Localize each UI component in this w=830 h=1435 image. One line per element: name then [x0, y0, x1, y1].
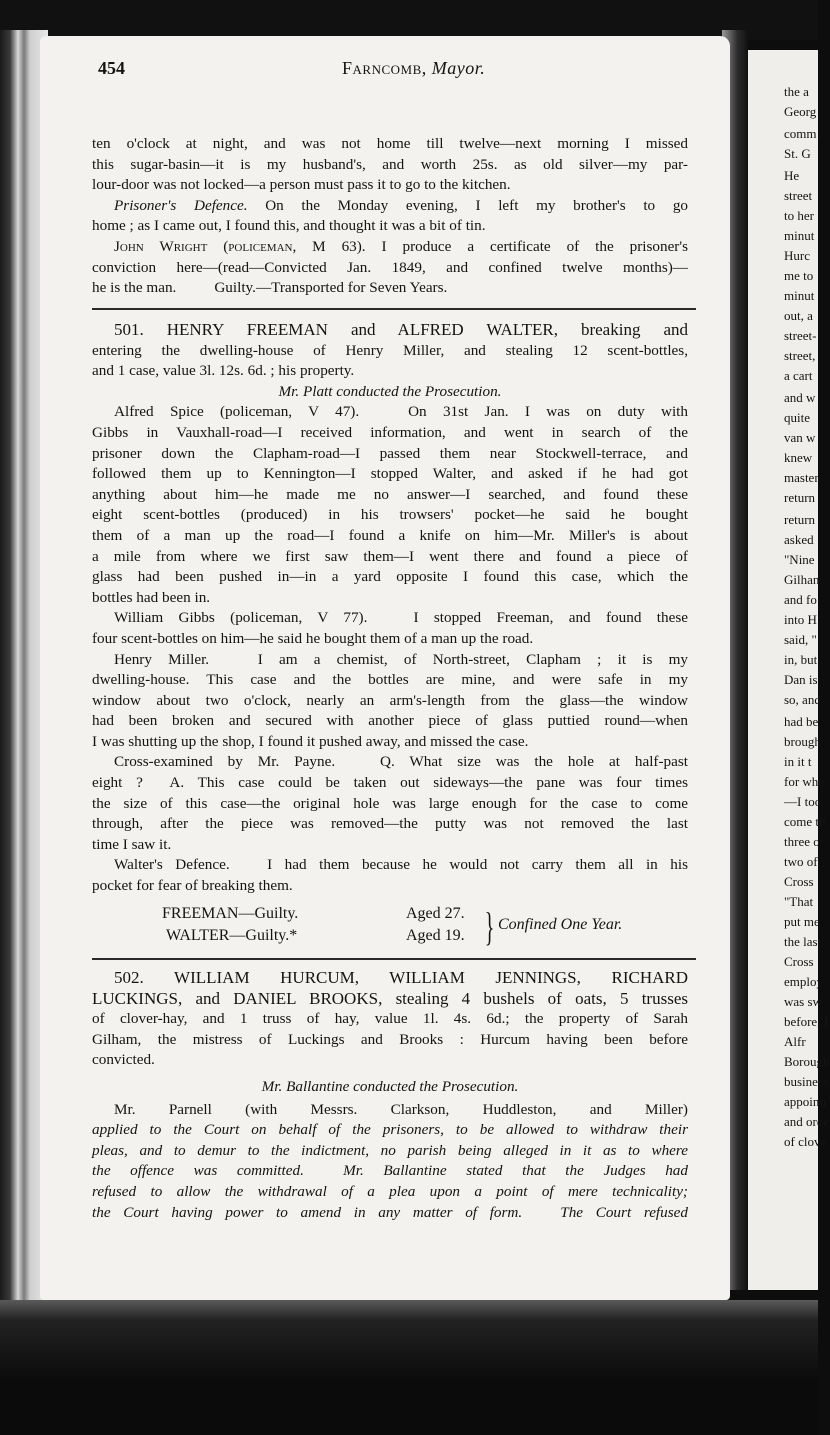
facing-page-fragment: comm: [784, 126, 817, 141]
case-heading-line: 502. WILLIAM HURCUM, WILLIAM JENNINGS, RICHARD: [114, 968, 688, 987]
sentence-penalty: Confined One Year.: [498, 916, 623, 933]
text-line: anything about him—he made me no answer—I searched, and found these: [92, 485, 688, 503]
text-line: Mr. Parnell (with Messrs. Clarkson, Huddleston, and Miller): [114, 1100, 688, 1118]
facing-page-fragment: quite: [784, 410, 810, 425]
facing-page-fragment: return: [784, 512, 816, 527]
text-line: the Court having power to amend in any matter of form. The Court refused: [92, 1203, 688, 1221]
facing-page-fragment: appointr: [784, 1094, 828, 1109]
text-line: glass had been pushed in—in a yard opposite I found this case, which the: [92, 568, 688, 586]
case-heading-line: of clover-hay, and 1 truss of hay, value 1l. 4s. 6d.; the property of Sarah: [92, 1010, 688, 1028]
text-line: through, after the piece was removed—the putty was not removed the last: [92, 815, 688, 833]
case-heading-line: 501. HENRY FREEMAN and ALFRED WALTER, breaking and: [114, 320, 688, 339]
facing-page-fragment: street,: [784, 348, 816, 363]
facing-page-fragment: minut: [784, 228, 815, 243]
facing-page-fragment: asked: [784, 532, 814, 547]
text-line: Prisoner's Defence. On the Monday evening, I left my brother's to go: [114, 196, 689, 214]
text-line: conviction here—(read—Convicted Jan. 1849, and confined twelve months)—: [92, 258, 688, 276]
prosecution-line: Mr. Ballantine conducted the Prosecution.: [261, 1077, 519, 1095]
facing-page-fragment: Hurc: [784, 248, 810, 263]
facing-page-fragment: me to: [784, 268, 814, 283]
facing-page-fragment: "Nine: [784, 552, 815, 567]
text-line: lour-door was not locked—a person must pass it to go to the kitchen.: [92, 176, 511, 194]
section-divider: [92, 308, 696, 310]
facing-page-fragment: brough: [784, 734, 821, 749]
text-line: Cross-examined by Mr. Payne. Q. What size was the hole at half-past: [114, 753, 688, 771]
text-line: window about two o'clock, nearly an arm's-length from the glass—the window: [92, 691, 688, 709]
facing-page-fragment: and fo: [784, 592, 817, 607]
defence-label: Prisoner's Defence.: [114, 196, 248, 214]
text-line: time I saw it.: [92, 835, 172, 853]
case-heading-line: Gilham, the mistress of Luckings and Brooks : Hurcum having been before: [92, 1030, 688, 1048]
continued-testimony: [92, 134, 688, 299]
facing-page-fragment: minut: [784, 288, 815, 303]
text-line: pleas, and to demur to the indictment, no parish being alleged in it as to where: [92, 1141, 688, 1159]
facing-page-fragment: "That: [784, 894, 814, 909]
case-502: [92, 968, 688, 1223]
text-line: eight scent-bottles (produced) in his trowsers' pocket—he said he bought: [92, 506, 688, 524]
text-line: followed them up to Kennington—I stopped Walter, and asked if he had got: [92, 465, 688, 483]
defendant-verdict: FREEMAN—Guilty.: [162, 905, 299, 922]
facing-page-fragment: the last: [784, 934, 822, 949]
facing-page-fragment: two of: [784, 854, 818, 869]
facing-page-fragment: Georg: [784, 104, 817, 119]
facing-page-fragment: to her: [784, 208, 814, 223]
witness-label: John Wright (policeman, M 63).: [114, 237, 366, 255]
prosecution-line: Mr. Platt conducted the Prosecution.: [278, 382, 502, 400]
facing-page-fragment: employ: [784, 974, 823, 989]
facing-page-fragment: Gilhan: [784, 572, 820, 587]
scan-background-top: [0, 0, 818, 40]
text-line: prisoner down the Clapham-road—I passed them near Stockwell-terrace, and: [92, 444, 688, 462]
facing-page-fragment: He: [784, 168, 800, 183]
text-line: Gibbs in Vauxhall-road—I received information, and went in search of the: [92, 423, 688, 441]
text-line: Alfred Spice (policeman, V 47). On 31st Jan. I was on duty with: [114, 403, 688, 421]
defendant-age: Aged 19.: [406, 927, 465, 944]
defendant-age: Aged 27.: [406, 905, 465, 922]
facing-page-fragment: Dan is: [784, 672, 818, 687]
text-line: the size of this case—the original hole was large enough for the case to come: [92, 794, 688, 812]
text-line: ten o'clock at night, and was not home till twelve—next morning I missed: [92, 135, 688, 152]
text-line: eight ? A. This case could be taken out sideways—the pane was four times: [92, 774, 688, 792]
facing-page-fragment: so, and: [784, 692, 821, 707]
text-line: dwelling-house. This case and the bottles are mine, and were safe in my: [92, 671, 688, 689]
facing-page-fragment: —I too: [784, 794, 822, 809]
facing-page-fragment: street-: [784, 328, 817, 343]
facing-page-fragment: for whe: [784, 774, 825, 789]
verdict-line: he is the man. Guilty.—Transported for Seven Years.: [92, 279, 448, 297]
facing-page-fragment: out, a: [784, 308, 813, 323]
page-header: [98, 58, 698, 88]
facing-page-fragment: in it t: [784, 754, 812, 769]
facing-page-fragment: the a: [784, 84, 809, 99]
text-line: applied to the Court on behalf of the prisoners, to be allowed to withdraw their: [92, 1121, 688, 1139]
facing-page-fragment: van w: [784, 430, 816, 445]
facing-page-fragment: business: [784, 1074, 829, 1089]
text-line: a mile from where we first saw them—I went there and found a piece of: [92, 547, 688, 565]
case-heading-line: entering the dwelling-house of Henry Miller, and stealing 12 scent-bottles,: [92, 341, 688, 359]
section-divider: [92, 958, 696, 960]
text-line: John Wright (policeman, M 63). I produce a certificate of the prisoner's: [114, 237, 689, 255]
facing-page-fragment: a cart: [784, 368, 813, 383]
sentence-block: [162, 905, 682, 951]
text-line: them of a man up the road—I found a knife on him—Mr. Miller's is about: [92, 526, 688, 544]
case-heading-line: convicted.: [92, 1051, 155, 1069]
facing-page-fragment: Alfr: [784, 1034, 806, 1049]
facing-page-fragment: of clove: [784, 1134, 827, 1149]
facing-page-fragment: in, but: [784, 652, 818, 667]
text-line: this sugar-basin—it is my husband's, and worth 25s. as old silver—my par-: [92, 155, 688, 173]
facing-page-fragment: into H: [784, 612, 817, 627]
brace-glyph: }: [484, 904, 495, 949]
case-heading-line: and 1 case, value 3l. 12s. 6d. ; his property.: [92, 362, 355, 380]
facing-page-fragment: said, ": [784, 632, 817, 647]
text-line: home ; as I came out, I found this, and thought it was a bit of tin.: [92, 217, 486, 235]
running-title: Farncomb, Mayor.: [342, 58, 486, 78]
text-line: pocket for fear of breaking them.: [92, 877, 293, 895]
case-heading-line: LUCKINGS, and DANIEL BROOKS, stealing 4 bushels of oats, 5 trusses: [92, 988, 688, 1008]
facing-page-fragment: street: [784, 188, 813, 203]
scan-background-bottom: [0, 1300, 818, 1435]
text-line: had been broken and secured with another piece of glass puttied round—when: [92, 712, 688, 730]
facing-page-fragment: St. G: [784, 146, 811, 161]
facing-page-fragment: had be: [784, 714, 819, 729]
facing-page-fragment: was sw: [784, 994, 822, 1009]
text-line: four scent-bottles on him—he said he bought them of a man up the road.: [92, 629, 534, 647]
facing-page-fragment: return: [784, 490, 816, 505]
facing-page-fragment: Cross: [784, 954, 814, 969]
facing-page-fragment: three o: [784, 834, 820, 849]
facing-page-fragment: before, I: [784, 1014, 829, 1029]
text-line: I was shutting up the shop, I found it pushed away, and missed the case.: [92, 732, 529, 750]
text-line: the offence was committed. Mr. Ballantine stated that the Judges had: [92, 1162, 688, 1180]
facing-page: [748, 50, 830, 1290]
facing-page-fragment: put me: [784, 914, 820, 929]
facing-page-fragment: master: [784, 470, 819, 485]
facing-page-fragment: knew: [784, 450, 813, 465]
facing-page-fragment: Borough: [784, 1054, 830, 1069]
facing-page-fragment: Cross: [784, 874, 814, 889]
facing-page-fragment: and w: [784, 390, 816, 405]
facing-page-fragment: and orde: [784, 1114, 830, 1129]
page-number: 454: [98, 58, 125, 78]
defendant-verdict: WALTER—Guilty.*: [166, 927, 298, 944]
text-line: William Gibbs (policeman, V 77). I stopped Freeman, and found these: [114, 609, 688, 627]
text-line: Henry Miller. I am a chemist, of North-street, Clapham ; it is my: [114, 650, 688, 668]
text-line: Walter's Defence. I had them because he would not carry them all in his: [114, 856, 688, 874]
text-line: refused to allow the withdrawal of a plea upon a point of mere technicality;: [92, 1182, 688, 1200]
case-501: [92, 320, 688, 897]
text-line: bottles had been in.: [92, 588, 211, 606]
facing-page-fragment: come th: [784, 814, 826, 829]
